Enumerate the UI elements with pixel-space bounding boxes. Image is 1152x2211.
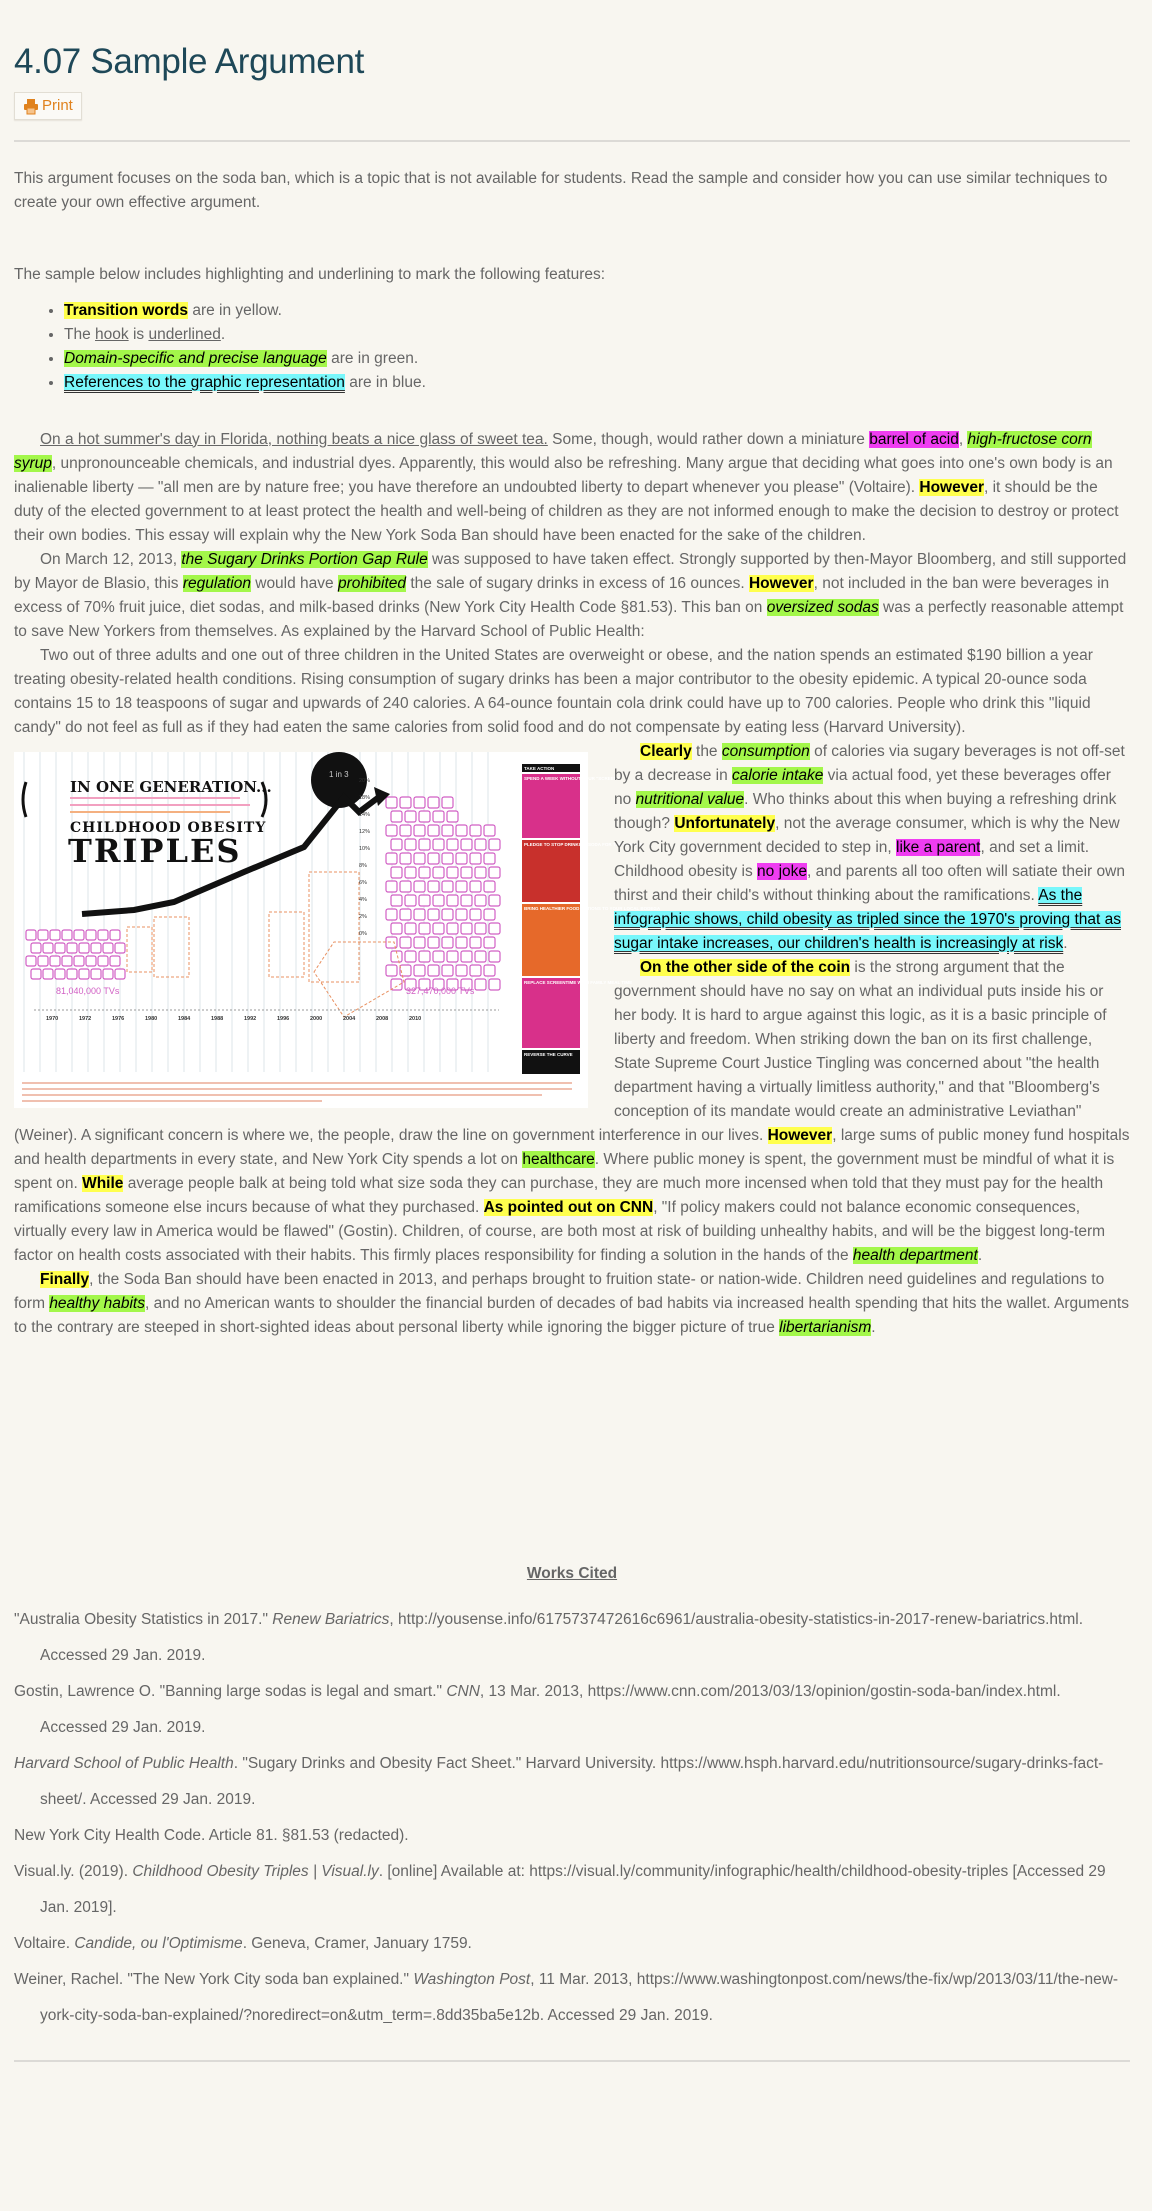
transition-word: While — [82, 1174, 124, 1192]
text: Visual.ly. (2019). — [14, 1862, 133, 1880]
text: Gostin, Lawrence O. "Banning large sodas is legal and smart." — [14, 1682, 447, 1700]
text: . — [871, 1318, 876, 1336]
figurative-phrase: barrel of acid — [869, 430, 959, 448]
year-label: 2010 — [409, 1015, 422, 1022]
text: , the Soda Ban should have been enacted in 2013, and perhaps brought to fruition state- or nation-wide. Children need guidelines and regulations to form — [14, 1270, 1105, 1312]
infographic-headline-big: TRIPLES — [68, 831, 242, 870]
works-cited — [14, 1562, 1130, 2034]
feature-item — [64, 347, 1130, 371]
text: was supposed to have taken effect. Strongly supported by then-Mayor Bloomberg, and still supported by Mayor de Blasio, this — [14, 550, 1127, 592]
citation-entry — [14, 1602, 1130, 1674]
y-tick-label: 8% — [359, 862, 367, 869]
infographic-action-label: REVERSE THE CURVE — [524, 1051, 573, 1057]
infographic-action-label: PLEDGE TO STOP DRINKING SODA FOR THE SUMMER — [524, 841, 644, 847]
citation-entry — [14, 1746, 1130, 1818]
text: , not included in the ban were beverages in excess of 70% fruit juice, diet sodas, and milk-based drinks (New York City Health Code §81.53). This ban on — [14, 574, 1110, 616]
infographic-action-label: BRING HEALTHIER FOOD OPTIONS TO YOUR LOCAL BODEGA — [524, 905, 661, 911]
text: of calories via sugary beverages is not off-set by a decrease in — [614, 742, 1125, 784]
year-label: 1972 — [79, 1015, 92, 1022]
italic-title: Washington Post — [413, 1970, 531, 1988]
y-tick-label: 0% — [359, 930, 367, 937]
essay-paragraph — [14, 1268, 1130, 1340]
italic-title: CNN — [446, 1682, 480, 1700]
transition-word: Transition words — [64, 301, 189, 319]
citation-entry — [14, 1854, 1130, 1926]
text: . Geneva, Cramer, January 1759. — [242, 1934, 472, 1952]
infographic-image — [14, 752, 661, 1108]
infographic-action-label: TAKE ACTION — [524, 765, 555, 771]
text: , it should be the duty of the elected government to at least protect the health and well-being of children as they are not informed enough to make the decision to destroy or protect their own bodies. This essay will explain why the New York Soda Ban should have been enacted for the sake of the children. — [14, 478, 1119, 544]
domain-term: oversized sodas — [766, 598, 879, 616]
transition-word: On the other side of the coin — [640, 958, 851, 976]
essay-paragraph — [14, 548, 1130, 644]
transition-word: Unfortunately — [674, 814, 776, 832]
italic-title: Harvard School of Public Health — [14, 1754, 234, 1772]
text: The — [64, 325, 96, 343]
text: are in blue. — [344, 373, 426, 391]
year-label: 1996 — [277, 1015, 290, 1022]
y-tick-label: 4% — [359, 896, 367, 903]
text: On March 12, 2013, — [40, 550, 182, 568]
y-tick-label: 18% — [359, 794, 371, 801]
printer-icon — [24, 99, 38, 114]
year-label: 2004 — [343, 1015, 356, 1022]
text: would have — [250, 574, 338, 592]
text: . — [977, 1246, 983, 1264]
year-label: 1992 — [244, 1015, 257, 1022]
text: Some, though, would rather down a miniature — [547, 430, 870, 448]
domain-term: healthy habits — [49, 1294, 145, 1312]
domain-term: libertarianism — [779, 1318, 872, 1336]
infographic-headline-top: IN ONE GENERATION... — [70, 777, 272, 796]
features-lead: The sample below includes highlighting and underlining to mark the following features: — [14, 265, 606, 283]
hook-text: underlined — [148, 325, 221, 343]
y-tick-label: 12% — [359, 828, 371, 835]
works-cited-heading: Works Cited — [526, 1564, 618, 1582]
page-title: 4.07 Sample Argument — [14, 42, 365, 81]
text: . — [220, 325, 226, 343]
y-tick-label: 6% — [359, 879, 367, 886]
text: , and set a limit. Childhood obesity is — [614, 838, 1090, 880]
text: , and no American wants to shoulder the financial burden of decades of bad habits via increased health spending that hits the wallet. Arguments to the contrary are steeped in short-sighted ideas about personal liberty while ignoring the bigger picture of true — [14, 1294, 1129, 1336]
year-label: 2008 — [376, 1015, 389, 1022]
text: is — [128, 325, 149, 343]
text: the — [691, 742, 722, 760]
divider — [14, 2060, 1130, 2062]
intro-text: This argument focuses on the soda ban, which is a topic that is not available for students. Read the sample and consider how you can use similar techniques to create your own effective argument. — [14, 169, 1108, 211]
text: Two out of three adults and one out of three children in the United States are overweight or obese, and the nation spends an estimated $190 billion a year treating obesity-related health conditions. Rising consumption of sugary drinks has been a major contributor to the obesity epidemic. A typical 20-ounce soda contains 15 to 18 teaspoons of sugar and upwards of 240 calories. A 64-ounce fountain cola drink could have up to 700 calories. People who drink this "liquid candy" do not feel as full as if they had eaten the same calories from solid food and do not compensate by eating less (Harvard University). — [14, 646, 1093, 736]
year-label: 1970 — [46, 1015, 59, 1022]
text: . Where public money is spent, the government must be mindful of what it is spent on. — [14, 1150, 1115, 1192]
figurative-phrase: like a parent — [896, 838, 981, 856]
transition-word: Clearly — [640, 742, 692, 760]
essay — [14, 428, 1130, 1340]
graphic-reference: As the infographic shows, child obesity as tripled since the 1970's proving that as sugar intake increases, our children's health is increasingly at risk — [614, 886, 1121, 952]
y-tick-label: 2% — [359, 913, 367, 920]
infographic-action-label: SPEND A WEEK WITHOUT YOUR "SCREENS" — [524, 775, 623, 781]
text: Weiner, Rachel. "The New York City soda ban explained." — [14, 1970, 414, 1988]
feature-list — [14, 299, 1130, 395]
text: . Who thinks about this when buying a refreshing drink though? — [614, 790, 1117, 832]
text: via actual food, yet these beverages offer no — [614, 766, 1111, 808]
domain-term: regulation — [182, 574, 251, 592]
y-tick-label: 14% — [359, 811, 371, 818]
citation-entry — [14, 1818, 1130, 1854]
italic-title: Candide, ou l'Optimisme — [74, 1934, 243, 1952]
domain-term: calorie intake — [732, 766, 824, 784]
domain-term: Domain-specific and precise language — [64, 349, 327, 367]
domain-term: healthcare — [522, 1150, 595, 1168]
y-tick-label: 20% — [359, 777, 371, 784]
transition-word: However — [748, 574, 814, 592]
text: , http://yousense.info/6175737472616c6961/australia-obesity-statistics-in-2017-renew-bariatrics.html. Accessed 29 Jan. 2019. — [40, 1610, 1083, 1664]
text: , — [958, 430, 968, 448]
stat-right: 327,470,000 TVs — [406, 985, 475, 996]
feature-item — [64, 323, 1130, 347]
year-label: 1984 — [178, 1015, 191, 1022]
year-label: 2000 — [310, 1015, 323, 1022]
text: the sale of sugary drinks in excess of 16 ounces. — [406, 574, 749, 592]
childhood-obesity-infographic — [14, 752, 661, 1108]
text: . "Sugary Drinks and Obesity Fact Sheet." Harvard University. https://www.hsph.harvard.edu/nutritionsource/sugary-drinks-fact-sheet/. Accessed 29 Jan. 2019. — [40, 1754, 1104, 1808]
text: , and parents all too often will satiate their own thirst and their child's without thinking about the ramifications. — [614, 862, 1125, 904]
domain-term: the Sugary Drinks Portion Gap Rule — [181, 550, 428, 568]
infographic-badge: 1 in 3 — [329, 769, 349, 779]
hook-text: On a hot summer's day in Florida, nothing beats a nice glass of sweet tea. — [40, 430, 548, 448]
text: average people balk at being told what size soda they can purchase, they are much more incensed when told that they must pay for the health ramifications someone else incurs because of what they purchased. — [14, 1174, 1104, 1216]
text: New York City Health Code. Article 81. §81.53 (redacted). — [14, 1826, 409, 1844]
infographic-action-label: REPLACE SCREENTIME WITH FAMILY MEAL TIME — [524, 979, 633, 985]
citation-entry — [14, 1926, 1130, 1962]
infographic-headline-mid: CHILDHOOD OBESITY — [70, 819, 267, 836]
citation-entry — [14, 1962, 1130, 2034]
text: , "If policy makers could not balance economic consequences, virtually every law in America would be flawed" (Gostin). Children, of course, are both most at risk of building unhealthy habits, and will be the biggest long-term factor on health costs associated with their habits. This firmly places responsibility for finding a solution in the hands of the — [14, 1198, 1106, 1264]
y-tick-label: 10% — [359, 845, 371, 852]
feature-item — [64, 299, 1130, 323]
text: , unpronounceable chemicals, and industrial dyes. Apparently, this would also be refreshing. Many argue that deciding what goes into one's own body is an inalienable liberty — "all men are by nature free; you have therefore an undoubted liberty to depart whenever you please" (Voltaire). — [14, 454, 1113, 496]
text: Voltaire. — [14, 1934, 75, 1952]
text: , 11 Mar. 2013, https://www.washingtonpost.com/news/the-fix/wp/2013/03/11/the-new-york-city-soda-ban-explained/?noredirect=on&utm_term=.8dd35ba5e12b. Accessed 29 Jan. 2019. — [40, 1970, 1119, 2024]
citation-entry — [14, 1674, 1130, 1746]
text: . [online] Available at: https://visual.ly/community/infographic/health/childhood-obesity-triples [Accessed 29 Jan. 2019]. — [40, 1862, 1106, 1916]
graphic-reference: References to the graphic representation — [64, 373, 345, 391]
text: . — [1063, 934, 1068, 952]
hook-text: hook — [95, 325, 129, 343]
text: , not the average consumer, which is why the New York City government decided to step in, — [614, 814, 1120, 856]
text: , 13 Mar. 2013, https://www.cnn.com/2013/03/13/opinion/gostin-soda-ban/index.html. Accessed 29 Jan. 2019. — [40, 1682, 1061, 1736]
transition-word: However — [767, 1126, 833, 1144]
divider — [14, 140, 1130, 142]
feature-item — [64, 371, 1130, 395]
italic-title: Renew Bariatrics — [272, 1610, 390, 1628]
figurative-phrase: no joke — [757, 862, 808, 880]
italic-title: Childhood Obesity Triples | Visual.ly — [132, 1862, 379, 1880]
text: are in green. — [326, 349, 419, 367]
text: are in yellow. — [188, 301, 282, 319]
print-button[interactable] — [14, 92, 82, 120]
transition-word: However — [919, 478, 984, 496]
text: is the strong argument that the government should have no say on what an individual puts inside his or her body. It is hard to argue against this logic, as it is a basic principle of liberty and freedom. When striking down the ban on its first challenge, State Supreme Court Justice Tingling was concerned about "the health department having a virtually limitless authority," and that "Bloomberg's conception of its mandate would create an administrative Leviathan" (Weiner). A significant concern is where we, the people, draw the line on government interference in our lives. — [14, 958, 1107, 1144]
year-label: 1976 — [112, 1015, 125, 1022]
domain-term: high-fructose corn syrup — [14, 430, 1092, 472]
essay-paragraph — [14, 428, 1130, 548]
year-label: 1988 — [211, 1015, 224, 1022]
text: , large sums of public money fund hospitals and health departments in every state, and New York City spends a lot on — [14, 1126, 1130, 1168]
domain-term: consumption — [721, 742, 810, 760]
essay-paragraph — [14, 644, 1130, 740]
domain-term: health department — [852, 1246, 978, 1264]
stat-left: 81,040,000 TVs — [56, 985, 120, 996]
domain-term: nutritional value — [635, 790, 745, 808]
print-label: Print — [42, 97, 73, 114]
year-label: 1980 — [145, 1015, 158, 1022]
transition-word: As pointed out on CNN — [483, 1198, 654, 1216]
domain-term: prohibited — [337, 574, 407, 592]
transition-word: Finally — [40, 1270, 90, 1288]
text: was a perfectly reasonable attempt to save New Yorkers from themselves. As explained by the Harvard School of Public Health: — [14, 598, 1124, 640]
text: "Australia Obesity Statistics in 2017." — [14, 1610, 273, 1628]
